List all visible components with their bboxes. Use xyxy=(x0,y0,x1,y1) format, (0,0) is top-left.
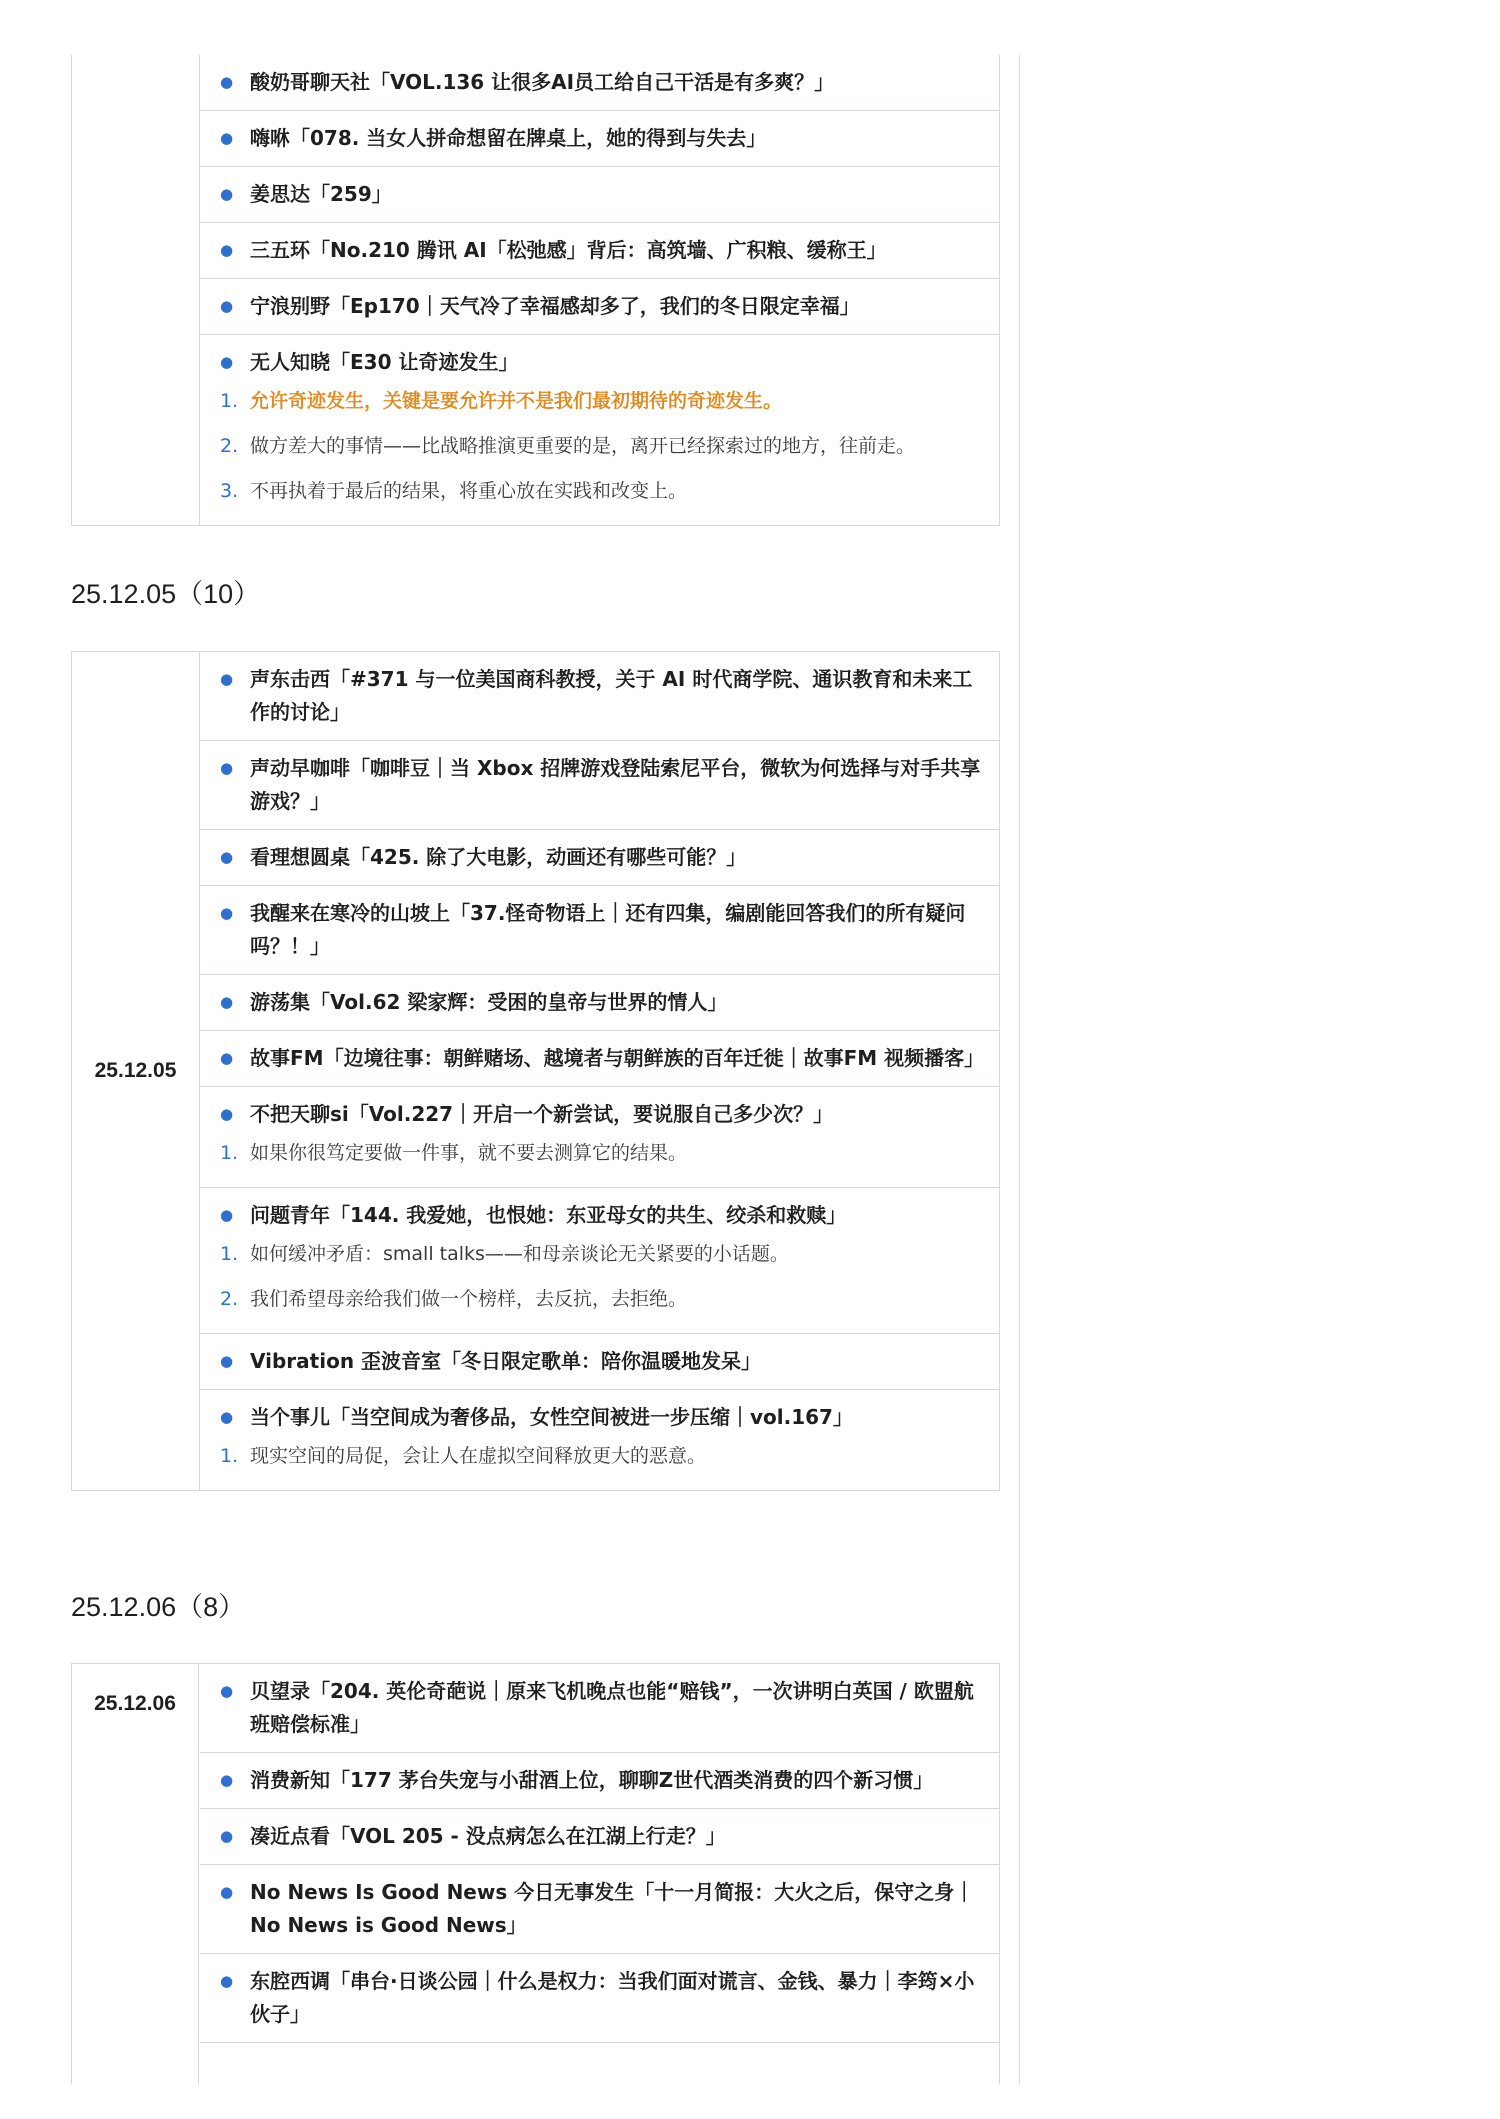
episode-title xyxy=(220,234,983,267)
episode-title xyxy=(220,1965,983,2031)
table-row xyxy=(200,1087,999,1188)
note-text: 做方差大的事情——比战略推演更重要的是，离开已经探索过的地方，往前走。 xyxy=(250,435,916,457)
table-row-partial xyxy=(200,2043,999,2083)
table-row xyxy=(200,1865,999,1954)
episode-title-text: 我醒来在寒冷的山坡上「37.怪奇物语上｜还有四集，编剧能回答我们的所有疑问吗？！」 xyxy=(250,901,966,958)
bullet-icon: ● xyxy=(220,1972,234,1990)
table-row xyxy=(200,652,999,741)
bullet-icon: ● xyxy=(220,904,234,922)
table-row xyxy=(200,1954,999,2043)
note-text: 如果你很笃定要做一件事，就不要去测算它的结果。 xyxy=(250,1142,688,1164)
section-heading: 25.12.06（8） xyxy=(71,1592,246,1622)
episode-list xyxy=(200,55,999,525)
episode-title-text: 姜思达「259」 xyxy=(250,182,392,206)
episode-title xyxy=(220,66,983,99)
note-number: 1. xyxy=(220,1445,239,1467)
bullet-icon: ● xyxy=(220,1771,234,1789)
bullet-icon: ● xyxy=(220,1105,234,1123)
table-row xyxy=(200,1188,999,1334)
table-row xyxy=(200,335,999,525)
table-row xyxy=(200,55,999,111)
episode-title-text: 声东击西「#371 与一位美国商科教授，关于 AI 时代商学院、通识教育和未来工作的讨论」 xyxy=(250,667,973,724)
bullet-icon: ● xyxy=(220,848,234,866)
section-heading: 25.12.05（10） xyxy=(71,579,261,609)
table-block-25-12-06 xyxy=(71,1663,1000,2084)
episode-title xyxy=(220,1345,983,1378)
table-row xyxy=(200,223,999,279)
bullet-icon: ● xyxy=(220,129,234,147)
table-row xyxy=(200,279,999,335)
bullet-icon: ● xyxy=(220,1682,234,1700)
table-row xyxy=(200,975,999,1031)
episode-title-text: 凑近点看「VOL 205 - 没点病怎么在江湖上行走？」 xyxy=(250,1824,726,1848)
episode-title xyxy=(220,897,983,963)
note xyxy=(220,469,983,514)
episode-list xyxy=(200,652,999,1490)
episode-title-text: 三五环「No.210 腾讯 AI「松弛感」背后：高筑墙、广积粮、缓称王」 xyxy=(250,238,887,262)
bullet-icon: ● xyxy=(220,241,234,259)
bullet-icon: ● xyxy=(220,1206,234,1224)
episode-title xyxy=(220,122,983,155)
note-highlighted xyxy=(220,379,983,424)
episode-title-text: 问题青年「144. 我爱她，也恨她：东亚母女的共生、绞杀和救赎」 xyxy=(250,1203,847,1227)
note xyxy=(220,1277,983,1322)
table-row xyxy=(200,111,999,167)
episode-title xyxy=(220,178,983,211)
episode-title-text: 故事FM「边境往事：朝鲜赌场、越境者与朝鲜族的百年迁徙｜故事FM 视频播客」 xyxy=(250,1046,985,1070)
episode-title xyxy=(220,290,983,323)
bullet-icon: ● xyxy=(220,1827,234,1845)
bullet-icon: ● xyxy=(220,73,234,91)
note-text: 不再执着于最后的结果，将重心放在实践和改变上。 xyxy=(250,480,688,502)
note-number: 2. xyxy=(220,435,239,457)
table-block-25-12-05 xyxy=(71,651,1000,1491)
episode-title xyxy=(220,1098,983,1131)
note-text: 现实空间的局促，会让人在虚拟空间释放更大的恶意。 xyxy=(250,1445,707,1467)
table-row xyxy=(200,1390,999,1490)
table-row xyxy=(200,741,999,830)
table-row xyxy=(200,1031,999,1087)
episode-list xyxy=(200,1664,999,2083)
table-row xyxy=(200,1809,999,1865)
bullet-icon: ● xyxy=(220,1883,234,1901)
episode-title xyxy=(220,986,983,1019)
note xyxy=(220,424,983,469)
episode-title-text: 酸奶哥聊天社「VOL.136 让很多AI员工给自己干活是有多爽？」 xyxy=(250,70,835,94)
episode-title xyxy=(220,1820,983,1853)
episode-title xyxy=(220,841,983,874)
note xyxy=(220,1434,983,1479)
table-row xyxy=(200,167,999,223)
episode-title-text: 看理想圆桌「425. 除了大电影，动画还有哪些可能？」 xyxy=(250,845,747,869)
bullet-icon: ● xyxy=(220,670,234,688)
bullet-icon: ● xyxy=(220,353,234,371)
note-text: 我们希望母亲给我们做一个榜样，去反抗，去拒绝。 xyxy=(250,1288,688,1310)
bullet-icon: ● xyxy=(220,297,234,315)
bullet-icon: ● xyxy=(220,759,234,777)
episode-title-text: 贝望录「204. 英伦奇葩说｜原来飞机晚点也能“赔钱”，一次讲明白英国 / 欧盟航班赔偿标准」 xyxy=(250,1679,974,1736)
episode-title xyxy=(220,1675,983,1741)
episode-title-text: 宁浪别野「Ep170｜天气冷了幸福感却多了，我们的冬日限定幸福」 xyxy=(250,294,860,318)
note-text: 允许奇迹发生，关键是要允许并不是我们最初期待的奇迹发生。 xyxy=(250,390,783,412)
note-number: 2. xyxy=(220,1288,239,1310)
bullet-icon: ● xyxy=(220,1049,234,1067)
note-text: 如何缓冲矛盾：small talks——和母亲谈论无关紧要的小话题。 xyxy=(250,1243,789,1265)
date-cell: 25.12.06 xyxy=(72,1664,199,2084)
date-cell-empty xyxy=(72,55,200,525)
table-row xyxy=(200,1664,999,1753)
note-number: 1. xyxy=(220,390,239,412)
table-row xyxy=(200,830,999,886)
date-cell: 25.12.05 xyxy=(72,652,200,1490)
table-block-continued xyxy=(71,55,1000,526)
note-number: 1. xyxy=(220,1142,239,1164)
note-number: 3. xyxy=(220,480,239,502)
episode-title xyxy=(220,1764,983,1797)
episode-title-text: 东腔西调「串台·日谈公园｜什么是权力：当我们面对谎言、金钱、暴力｜李筠×小伙子」 xyxy=(250,1969,975,2026)
episode-title xyxy=(220,346,983,379)
episode-title xyxy=(220,1199,983,1232)
note-number: 1. xyxy=(220,1243,239,1265)
episode-title-text: 无人知晓「E30 让奇迹发生」 xyxy=(250,350,519,374)
bullet-icon: ● xyxy=(220,1352,234,1370)
episode-title-text: No News Is Good News 今日无事发生「十一月简报：大火之后，保守之身｜No News is Good News」 xyxy=(250,1880,975,1937)
page-right-rule xyxy=(1019,55,1020,2085)
note xyxy=(220,1131,983,1176)
episode-title xyxy=(220,1876,983,1942)
episode-title-text: 不把天聊si「Vol.227｜开启一个新尝试，要说服自己多少次？」 xyxy=(250,1102,834,1126)
episode-title xyxy=(220,1042,983,1075)
episode-title xyxy=(220,663,983,729)
episode-title-text: 消费新知「177 茅台失宠与小甜酒上位，聊聊Z世代酒类消费的四个新习惯」 xyxy=(250,1768,934,1792)
bullet-icon: ● xyxy=(220,1408,234,1426)
table-row xyxy=(200,1753,999,1809)
episode-title-text: 声动早咖啡「咖啡豆｜当 Xbox 招牌游戏登陆索尼平台，微软为何选择与对手共享游戏？」 xyxy=(250,756,981,813)
episode-title xyxy=(220,1401,983,1434)
bullet-icon: ● xyxy=(220,185,234,203)
episode-title-text: 当个事儿「当空间成为奢侈品，女性空间被进一步压缩｜vol.167」 xyxy=(250,1405,853,1429)
bullet-icon: ● xyxy=(220,993,234,1011)
table-row xyxy=(200,886,999,975)
note xyxy=(220,1232,983,1277)
table-row xyxy=(200,1334,999,1390)
episode-title-text: 嗨咻「078. 当女人拼命想留在牌桌上，她的得到与失去」 xyxy=(250,126,767,150)
episode-title xyxy=(220,752,983,818)
episode-title-text: 游荡集「Vol.62 梁家辉：受困的皇帝与世界的情人」 xyxy=(250,990,728,1014)
episode-title-text: Vibration 歪波音室「冬日限定歌单：陪你温暖地发呆」 xyxy=(250,1349,762,1373)
